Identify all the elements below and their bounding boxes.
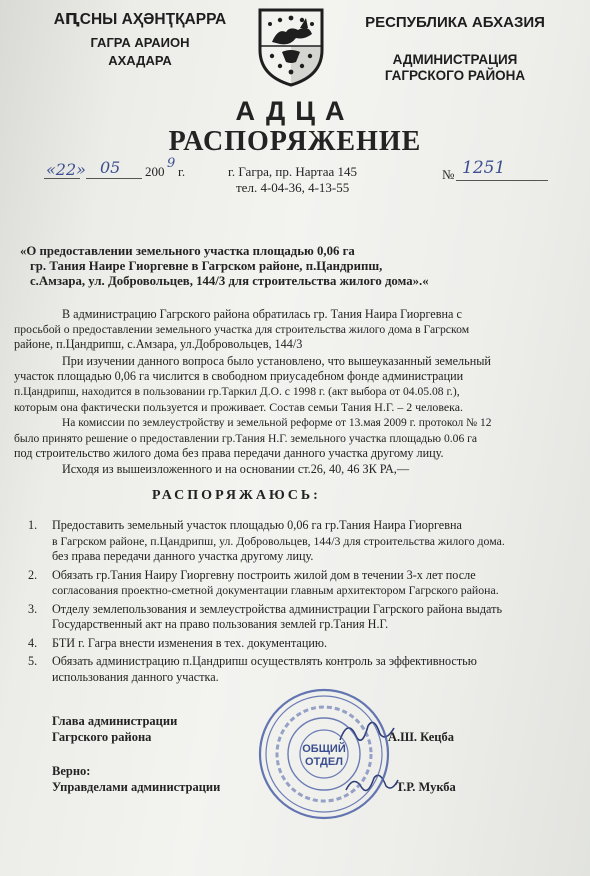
date-month-line: [86, 178, 142, 179]
order-item-line: Обязать администрацию п.Цандрипш осуществлять контроль за эффективностью: [52, 654, 477, 668]
date-day: «22»: [46, 160, 86, 179]
number-label: №: [442, 167, 455, 182]
body-p3-l3: под строительство жилого дома без права передачи данного участка другому лицу.: [14, 446, 444, 460]
order-heading: РАСПОРЯЖАЮСЬ:: [152, 488, 321, 503]
order-list: [28, 518, 580, 685]
coat-of-arms-icon: [256, 6, 326, 88]
date-day-line: [44, 178, 80, 179]
order-item-line: Государственный акт на право пользования землей гр.Тания Н.Г.: [52, 617, 389, 631]
stamp-center-line1: ОБЩИЙ: [302, 743, 346, 755]
body-p1-l3: районе, п.Цандрипш, с.Амзара, ул.Добровольцев, 144/3: [14, 337, 303, 351]
signature-manager-name: Т.Р. Мукба: [396, 780, 456, 794]
date-year-hand: 9: [167, 156, 176, 171]
order-item-number: 1.: [28, 518, 38, 532]
header-left-line3: АХАДАРА: [108, 53, 172, 68]
order-item-line: в Гагрском районе, п.Цандрипш, ул. Добровольцев, 144/3 для строительства жилого дома.: [52, 533, 505, 548]
order-item-line: согласования проектно-сметной документации главным архитектором Гагрского района.: [52, 583, 499, 597]
body-p3-l2: было принято решение о предоставлении гр.Тания Н.Г. земельного участка площадью 0.06 га: [14, 432, 478, 445]
signature-head-title-1: Глава администрации: [52, 714, 178, 728]
order-item-line: использования данного участка.: [52, 669, 219, 684]
order-item-number: 4.: [28, 635, 38, 650]
order-item-2: [28, 567, 580, 599]
order-item-line: БТИ г. Гагра внести изменения в тех. документацию.: [52, 635, 328, 650]
body-p2-l1: При изучении данного вопроса было установлено, что вышеуказанный земельный: [62, 354, 491, 368]
date-month: 05: [100, 158, 121, 177]
address: г. Гагра, пр. Нартаа 145: [228, 164, 358, 179]
title-russian: РАСПОРЯЖЕНИЕ: [168, 126, 422, 157]
number-line: [456, 180, 548, 181]
stamp-center-line2: ОТДЕЛ: [305, 756, 343, 768]
signature-head-name: А.Ш. Кецба: [388, 730, 454, 744]
header-right-line3: ГАГРСКОГО РАЙОНА: [384, 68, 526, 83]
body-p2-l3: п.Цандрипш, находится в пользовании гр.Таркил Д.О. с 1998 г. (акт выбора от 04.05.08 г.),: [14, 385, 460, 398]
signature-verified: Верно:: [52, 764, 91, 778]
order-item-line: без права передачи данного участка другому лицу.: [52, 549, 314, 563]
order-item-3: [28, 601, 580, 633]
body-p4-l1: Исходя из вышеизложенного и на основании ст.26, 40, 46 ЗК РА,—: [62, 462, 410, 476]
order-item-line: Предоставить земельный участок площадью 0,06 га гр.Тания Наира Гиоргевна: [52, 518, 462, 532]
date-year-prefix: 200: [145, 164, 165, 179]
order-item-line: Отделу землепользования и землеустройства администрации Гагрского района выдать: [52, 601, 503, 616]
date-year-suffix: г.: [178, 164, 186, 179]
subject-line3: с.Амзара, ул. Добровольцев, 144/3 для строительства жилого дома».«: [30, 274, 429, 288]
order-item-number: 3.: [28, 601, 38, 616]
order-item-5: [28, 654, 580, 685]
subject-line2: гр. Тания Наире Гиоргевне в Гагрском районе, п.Цандрипш,: [30, 259, 383, 273]
header-left-line2: ГАГРА АРАИОН: [90, 35, 190, 50]
header-left-line1: АԤСНЫ АҲӘНҬҚАРРА: [53, 11, 227, 28]
body-p1-l2: просьбой о предоставлении земельного участка для строительства жилого дома в Гагрском: [14, 323, 470, 336]
order-item-4: [28, 635, 580, 652]
number-value: 1251: [462, 158, 506, 178]
order-item-number: 2.: [28, 567, 38, 582]
order-item-1: [28, 518, 580, 565]
signature-manager-title: Управделами администрации: [52, 780, 221, 794]
signature-head-title-2: Гагрского района: [52, 730, 152, 744]
body-p1-l1: В администрацию Гагрского района обратилась гр. Тания Наира Гиоргевна с: [62, 307, 462, 321]
header-right-line1: РЕСПУБЛИКА АБХАЗИЯ: [365, 14, 545, 31]
subject-line1: «О предоставлении земельного участка площадью 0,06 га: [20, 244, 355, 258]
phones: тел. 4-04-36, 4-13-55: [236, 180, 350, 195]
body-p2-l2: участок площадью 0,06 га числится в свободном приусадебном фонде администрации: [14, 369, 464, 383]
header-right-line2: АДМИНИСТРАЦИЯ: [392, 52, 518, 67]
order-item-line: Обязать гр.Тания Наиру Гиоргевну построить жилой дом в течении 3-х лет после: [52, 567, 476, 582]
body-p3-l1: На комиссии по землеустройству и земельной реформе от 13.мая 2009 г. протокол № 12: [62, 417, 492, 429]
order-item-number: 5.: [28, 654, 38, 668]
official-stamp: [256, 686, 392, 822]
title-abkhaz: АДЦА: [235, 96, 355, 126]
body-p2-l4: которым она фактически пользуется и проживает. Состав семьи Тания Н.Г. – 2 человека.: [14, 400, 463, 414]
